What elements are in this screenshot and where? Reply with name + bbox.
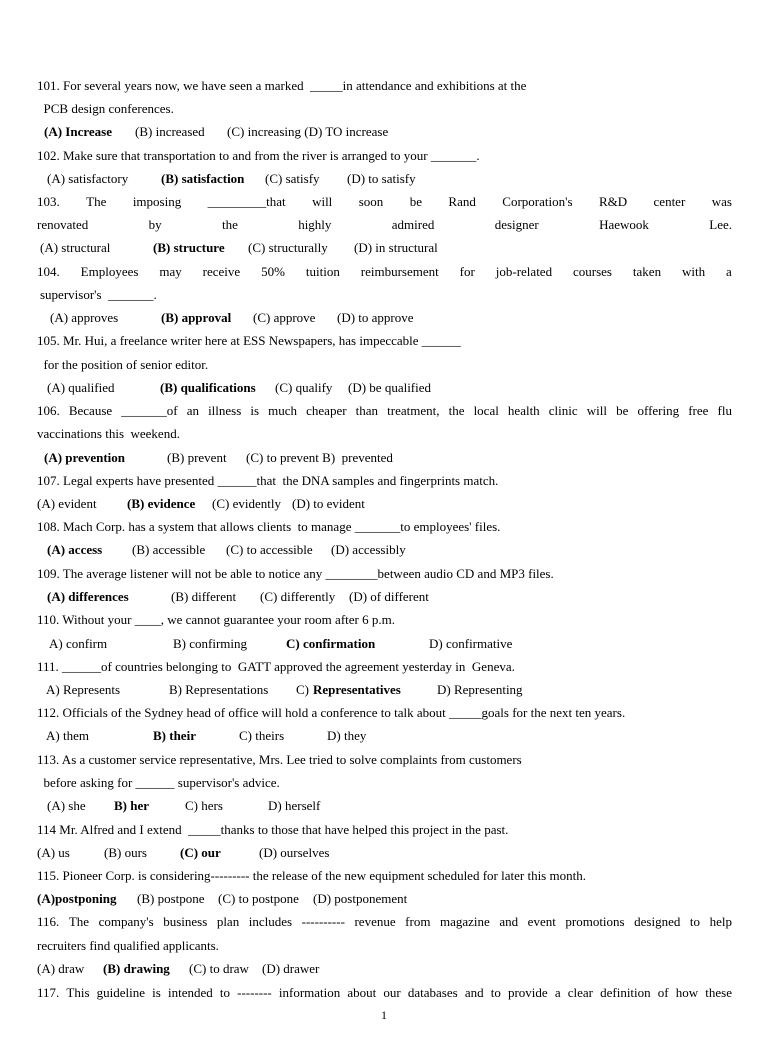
word: intended xyxy=(167,985,213,1000)
word: Employees xyxy=(80,264,139,279)
option: (C) to accessible xyxy=(226,542,313,557)
word: help xyxy=(709,914,732,929)
word: Haewook xyxy=(599,217,649,232)
option-answer: (A) access xyxy=(47,542,103,557)
word: 117. xyxy=(37,985,60,1000)
option: (D) drawer xyxy=(262,961,320,976)
word: _______of xyxy=(121,403,178,418)
word: R&D xyxy=(598,194,628,209)
option: D) confirmative xyxy=(429,636,513,651)
word: is xyxy=(250,403,260,418)
word: how xyxy=(675,985,699,1000)
word: renovated xyxy=(37,217,89,232)
word: clear xyxy=(567,985,593,1000)
word: This xyxy=(66,985,90,1000)
question-111-stem: 111. ______of countries belonging to GATT approved the agreement yesterday in Geneva. xyxy=(37,659,515,674)
word: 106. xyxy=(37,403,60,418)
word: local xyxy=(473,403,499,418)
option: (D) to satisfy xyxy=(347,171,416,186)
question-114-stem: 114 Mr. Alfred and I extend _____thanks to those that have helped this project in the past. xyxy=(37,822,509,837)
question-103-stem-line-2 xyxy=(37,217,732,232)
word: guideline xyxy=(96,985,146,1000)
word: for xyxy=(459,264,475,279)
word: courses xyxy=(573,264,612,279)
word: much xyxy=(268,403,298,418)
option: B) Representations xyxy=(169,682,269,697)
option: (C) to draw xyxy=(189,961,249,976)
word: databases xyxy=(407,985,458,1000)
option: (A) structural xyxy=(40,240,111,255)
word: definition xyxy=(600,985,651,1000)
option: (C) increasing (D) TO increase xyxy=(227,124,389,139)
option: (B) different xyxy=(171,589,237,604)
word: Lee. xyxy=(709,217,732,232)
option: B) confirming xyxy=(173,636,248,651)
option-answer: (A) prevention xyxy=(44,450,126,465)
option: A) Represents xyxy=(46,682,121,697)
option-answer: B) their xyxy=(153,728,196,743)
option: C) hers xyxy=(185,798,223,813)
word: receive xyxy=(202,264,241,279)
word: of xyxy=(657,985,669,1000)
word: includes xyxy=(248,914,293,929)
option: C) theirs xyxy=(239,728,285,743)
option-answer: (C) our xyxy=(180,845,221,860)
word: health xyxy=(507,403,540,418)
word: 103. xyxy=(37,194,60,209)
option: (B) accessible xyxy=(132,542,206,557)
option-answer: B) her xyxy=(114,798,150,813)
word: highly xyxy=(298,217,332,232)
word: may xyxy=(159,264,182,279)
word: to xyxy=(689,914,701,929)
option: (D) accessibly xyxy=(331,542,406,557)
option-answer: (B) structure xyxy=(153,240,225,255)
option: (D) be qualified xyxy=(348,380,432,395)
word: -------- xyxy=(237,985,272,1000)
option-answer: (B) qualifications xyxy=(160,380,256,395)
option-answer: (A)postponing xyxy=(37,891,117,906)
question-116-options xyxy=(37,961,732,1051)
word: _________that xyxy=(207,194,286,209)
question-102-stem: 102. Make sure that transportation to and from the river is arranged to your _______. xyxy=(37,148,480,163)
option: (C) differently xyxy=(260,589,336,604)
word: clinic xyxy=(548,403,578,418)
question-110-stem: 110. Without your ____, we cannot guarantee your room after 6 p.m. xyxy=(37,612,395,627)
option: (D) to evident xyxy=(292,496,365,511)
word: designer xyxy=(494,217,539,232)
option-answer: (B) satisfaction xyxy=(161,171,245,186)
word: flu xyxy=(717,403,732,418)
word: The xyxy=(86,194,107,209)
word: revenue xyxy=(354,914,396,929)
option: A) confirm xyxy=(49,636,108,651)
question-107-stem: 107. Legal experts have presented ______that the DNA samples and fingerprints match. xyxy=(37,473,499,488)
option-answer: (B) drawing xyxy=(103,961,170,976)
word: will xyxy=(586,403,607,418)
word: center xyxy=(653,194,686,209)
question-116-stem-line-1 xyxy=(37,914,732,929)
word: tuition xyxy=(305,264,340,279)
option: (D) of different xyxy=(349,589,429,604)
question-104-stem-line-2: supervisor's _______. xyxy=(40,287,157,302)
option: (D) to approve xyxy=(337,310,414,325)
word: business xyxy=(163,914,208,929)
word: magazine xyxy=(439,914,490,929)
word: offering xyxy=(637,403,680,418)
word: illness xyxy=(208,403,242,418)
word: job-related xyxy=(495,264,553,279)
word: plan xyxy=(216,914,240,929)
word: soon xyxy=(358,194,384,209)
word: promotions xyxy=(565,914,625,929)
word: Corporation's xyxy=(502,194,573,209)
question-115-stem: 115. Pioneer Corp. is considering--------- the release of the new equipment scheduled for later this month. xyxy=(37,868,586,883)
option: (A) evident xyxy=(37,496,97,511)
word: free xyxy=(688,403,709,418)
question-104-stem-line-1 xyxy=(37,264,732,279)
question-116-stem-line-2: recruiters find qualified applicants. xyxy=(37,938,219,953)
option: (A) us xyxy=(37,845,70,860)
question-105-stem-line-1: 105. Mr. Hui, a freelance writer here at ESS Newspapers, has impeccable ______ xyxy=(37,333,461,348)
word: is xyxy=(152,985,161,1000)
option: (B) increased xyxy=(135,124,205,139)
option-answer: (A) differences xyxy=(47,589,129,604)
option: (C) satisfy xyxy=(265,171,320,186)
word: a xyxy=(726,264,732,279)
word: admired xyxy=(391,217,435,232)
word: with xyxy=(682,264,706,279)
word: to xyxy=(219,985,230,1000)
word: be xyxy=(409,194,422,209)
word: than xyxy=(355,403,379,418)
question-113-stem-line-2: before asking for ______ supervisor's advice. xyxy=(37,775,280,790)
option: (C) evidently xyxy=(212,496,281,511)
word: our xyxy=(383,985,401,1000)
option-answer: (B) approval xyxy=(161,310,232,325)
option: (B) prevent xyxy=(167,450,227,465)
question-109-stem: 109. The average listener will not be able to notice any ________between audio CD and MP3 files. xyxy=(37,566,554,581)
word: 104. xyxy=(37,264,60,279)
word: information xyxy=(278,985,341,1000)
option: (B) ours xyxy=(104,845,147,860)
word: be xyxy=(616,403,629,418)
word: from xyxy=(405,914,431,929)
word: to xyxy=(490,985,501,1000)
word: and xyxy=(464,985,484,1000)
word: ---------- xyxy=(301,914,345,929)
word: a xyxy=(554,985,561,1000)
word: the xyxy=(221,217,238,232)
option: (C) qualify xyxy=(275,380,333,395)
option-answer: (B) evidence xyxy=(127,496,196,511)
word: taken xyxy=(632,264,662,279)
option: (C) to prevent B) prevented xyxy=(246,450,393,465)
option: (D) ourselves xyxy=(259,845,330,860)
word: 116. xyxy=(37,914,60,929)
word: reimbursement xyxy=(360,264,439,279)
word: Because xyxy=(68,403,113,418)
word: provide xyxy=(507,985,548,1000)
word: 50% xyxy=(261,264,285,279)
question-101-stem-line-1: 101. For several years now, we have seen a marked _____in attendance and exhibitions at the xyxy=(37,78,527,93)
word: company's xyxy=(98,914,154,929)
option: (A) satisfactory xyxy=(47,171,129,186)
option: (A) qualified xyxy=(47,380,115,395)
word: cheaper xyxy=(306,403,347,418)
word: The xyxy=(68,914,90,929)
option: (C) to postpone xyxy=(218,891,299,906)
word: designed xyxy=(634,914,681,929)
option: D) herself xyxy=(268,798,321,813)
option-answer: Representatives xyxy=(313,682,401,697)
option-answer: C) confirmation xyxy=(286,636,376,651)
word: these xyxy=(705,985,732,1000)
option: (A) she xyxy=(47,798,86,813)
option: (A) approves xyxy=(50,310,119,325)
word: and xyxy=(499,914,519,929)
option-letter: C) xyxy=(296,682,309,697)
word: will xyxy=(312,194,333,209)
word: an xyxy=(186,403,199,418)
option-answer: (A) Increase xyxy=(44,124,112,139)
question-117-stem-line-1 xyxy=(37,985,732,1000)
question-113-stem-line-1: 113. As a customer service representative, Mrs. Lee tried to solve complaints from customers xyxy=(37,752,522,767)
word: Rand xyxy=(448,194,476,209)
option: (A) draw xyxy=(37,961,85,976)
option: D) Representing xyxy=(437,682,523,697)
question-106-stem-line-1 xyxy=(37,403,732,418)
word: about xyxy=(347,985,377,1000)
option: (C) approve xyxy=(253,310,316,325)
option: (D) postponement xyxy=(313,891,408,906)
question-101-stem-line-2: PCB design conferences. xyxy=(37,101,174,116)
word: by xyxy=(148,217,162,232)
word: imposing xyxy=(132,194,182,209)
option: A) them xyxy=(46,728,89,743)
question-103-stem-line-1 xyxy=(37,194,732,209)
word: the xyxy=(448,403,465,418)
question-105-stem-line-2: for the position of senior editor. xyxy=(37,357,209,372)
word: event xyxy=(527,914,556,929)
word: treatment, xyxy=(387,403,440,418)
word: was xyxy=(711,194,732,209)
option: (B) postpone xyxy=(137,891,205,906)
option: (C) structurally xyxy=(248,240,328,255)
question-112-stem: 112. Officials of the Sydney head of office will hold a conference to talk about _____goals for the next ten years. xyxy=(37,705,626,720)
option: D) they xyxy=(327,728,367,743)
question-108-stem: 108. Mach Corp. has a system that allows clients to manage _______to employees' files. xyxy=(37,519,501,534)
option: (D) in structural xyxy=(354,240,438,255)
page-number: 1 xyxy=(381,1008,387,1022)
question-106-stem-line-2: vaccinations this weekend. xyxy=(37,426,180,441)
